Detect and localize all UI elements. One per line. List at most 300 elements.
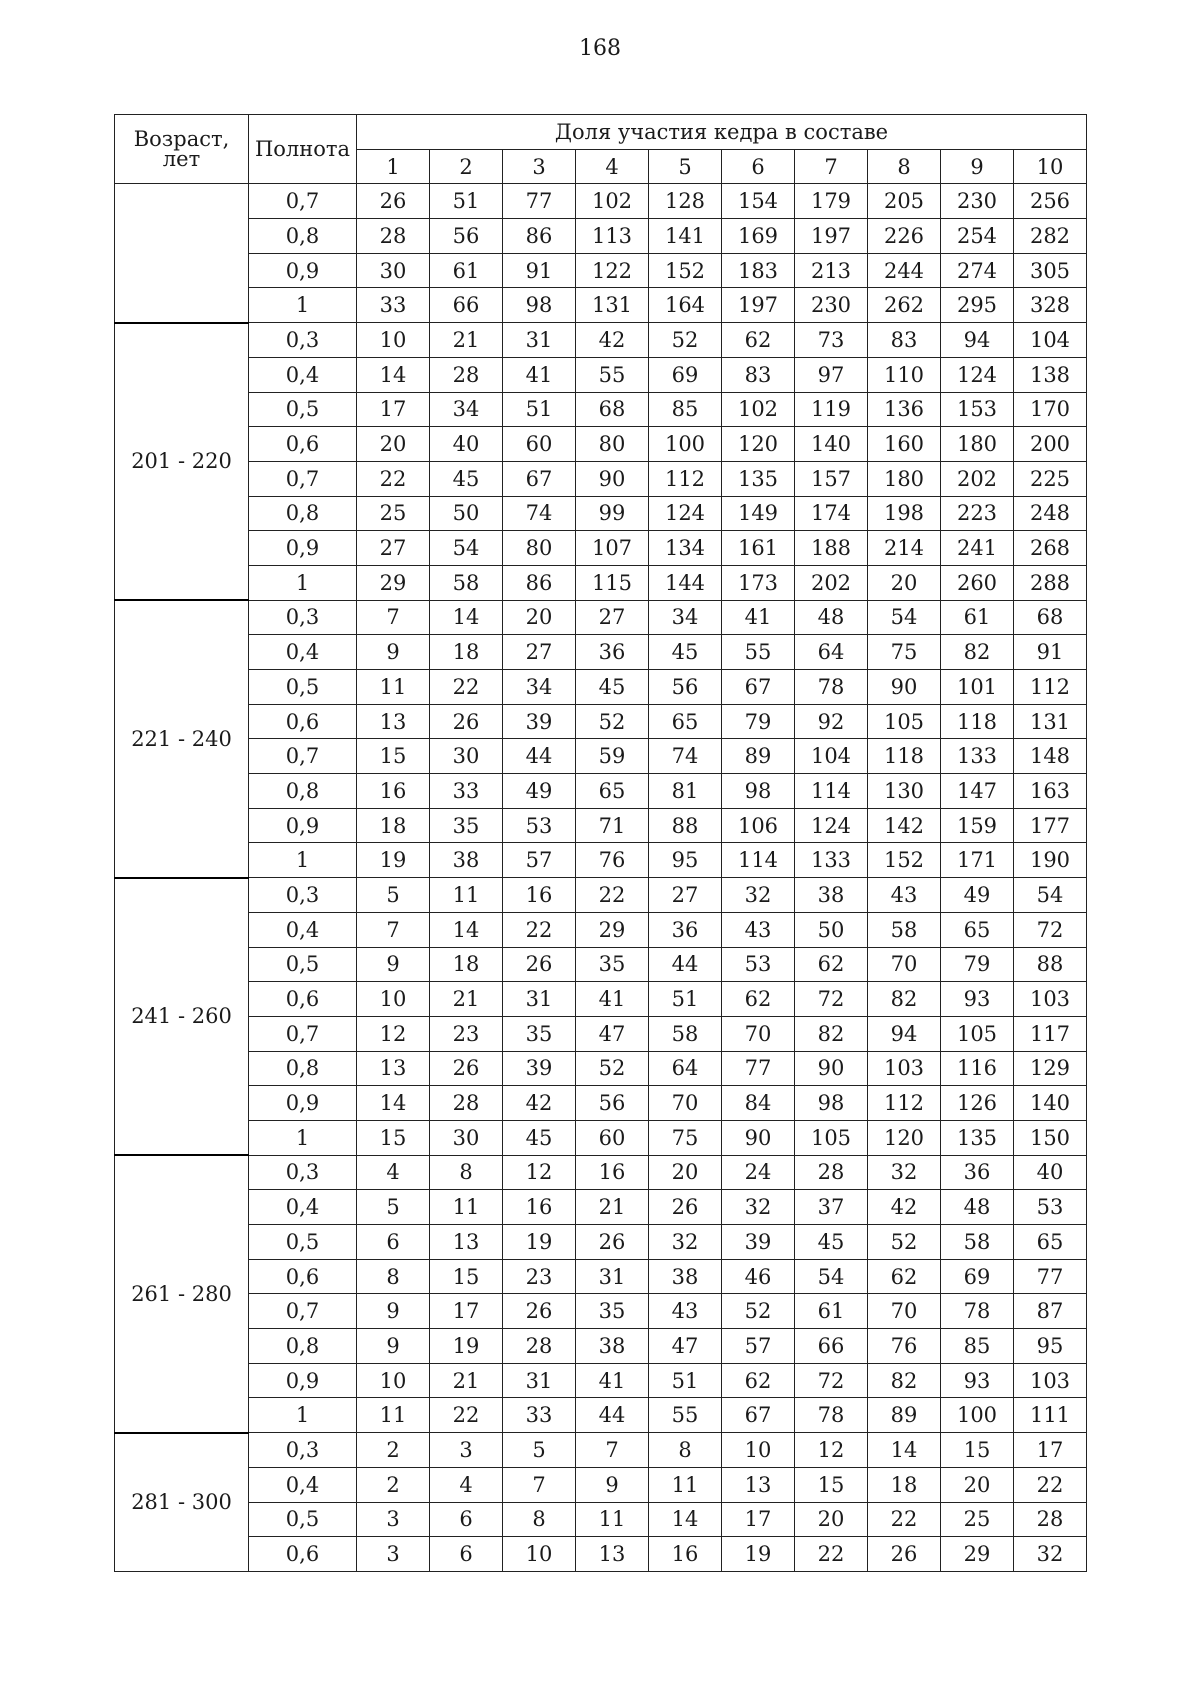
value-cell: 114 xyxy=(795,774,868,809)
value-cell: 164 xyxy=(649,288,722,323)
table-row xyxy=(115,912,1087,947)
value-cell: 78 xyxy=(795,1398,868,1433)
value-cell: 28 xyxy=(795,1155,868,1190)
value-cell: 36 xyxy=(941,1155,1014,1190)
value-cell: 27 xyxy=(503,635,576,670)
value-cell: 148 xyxy=(1014,739,1087,774)
value-cell: 62 xyxy=(722,982,795,1017)
value-cell: 16 xyxy=(649,1537,722,1572)
value-cell: 86 xyxy=(503,219,576,254)
table-row xyxy=(115,843,1087,878)
value-cell: 183 xyxy=(722,253,795,288)
value-cell: 52 xyxy=(868,1225,941,1260)
value-cell: 5 xyxy=(357,1190,430,1225)
value-cell: 30 xyxy=(430,1120,503,1155)
value-cell: 51 xyxy=(649,982,722,1017)
value-cell: 118 xyxy=(941,704,1014,739)
value-cell: 70 xyxy=(868,1294,941,1329)
value-cell: 18 xyxy=(430,635,503,670)
value-cell: 147 xyxy=(941,774,1014,809)
value-cell: 202 xyxy=(941,461,1014,496)
value-cell: 15 xyxy=(795,1467,868,1502)
value-cell: 14 xyxy=(649,1502,722,1537)
value-cell: 77 xyxy=(722,1051,795,1086)
value-cell: 29 xyxy=(357,565,430,600)
value-cell: 14 xyxy=(357,357,430,392)
value-cell: 12 xyxy=(357,1016,430,1051)
value-cell: 54 xyxy=(868,600,941,635)
value-cell: 140 xyxy=(795,427,868,462)
value-cell: 80 xyxy=(576,427,649,462)
value-cell: 120 xyxy=(868,1120,941,1155)
table-row xyxy=(115,982,1087,1017)
value-cell: 174 xyxy=(795,496,868,531)
value-cell: 30 xyxy=(430,739,503,774)
value-cell: 26 xyxy=(503,1294,576,1329)
value-cell: 85 xyxy=(649,392,722,427)
value-cell: 171 xyxy=(941,843,1014,878)
table-row xyxy=(115,323,1087,358)
value-cell: 26 xyxy=(430,1051,503,1086)
density-cell: 0,7 xyxy=(249,1016,357,1051)
value-cell: 56 xyxy=(649,670,722,705)
value-cell: 103 xyxy=(1014,1363,1087,1398)
value-cell: 27 xyxy=(576,600,649,635)
density-cell: 1 xyxy=(249,1398,357,1433)
value-cell: 16 xyxy=(576,1155,649,1190)
value-cell: 20 xyxy=(868,565,941,600)
value-cell: 102 xyxy=(576,184,649,219)
value-cell: 50 xyxy=(795,912,868,947)
value-cell: 88 xyxy=(1014,947,1087,982)
value-cell: 20 xyxy=(357,427,430,462)
value-cell: 102 xyxy=(722,392,795,427)
value-cell: 57 xyxy=(503,843,576,878)
value-cell: 21 xyxy=(430,1363,503,1398)
value-cell: 54 xyxy=(1014,878,1087,913)
value-cell: 45 xyxy=(795,1225,868,1260)
density-cell: 1 xyxy=(249,288,357,323)
value-cell: 128 xyxy=(649,184,722,219)
value-cell: 14 xyxy=(357,1086,430,1121)
value-cell: 84 xyxy=(722,1086,795,1121)
value-cell: 118 xyxy=(868,739,941,774)
value-cell: 38 xyxy=(430,843,503,878)
value-cell: 64 xyxy=(795,635,868,670)
value-cell: 173 xyxy=(722,565,795,600)
value-cell: 4 xyxy=(357,1155,430,1190)
value-cell: 110 xyxy=(868,357,941,392)
value-cell: 42 xyxy=(576,323,649,358)
value-cell: 41 xyxy=(503,357,576,392)
age-group-cell: 221 - 240 xyxy=(115,600,249,878)
table-row xyxy=(115,1016,1087,1051)
value-cell: 35 xyxy=(430,808,503,843)
header-share-column: 7 xyxy=(795,149,868,184)
value-cell: 66 xyxy=(430,288,503,323)
value-cell: 18 xyxy=(868,1467,941,1502)
density-cell: 0,6 xyxy=(249,427,357,462)
table-row xyxy=(115,1537,1087,1572)
density-cell: 0,3 xyxy=(249,878,357,913)
value-cell: 134 xyxy=(649,531,722,566)
value-cell: 11 xyxy=(430,1190,503,1225)
value-cell: 35 xyxy=(576,947,649,982)
value-cell: 8 xyxy=(430,1155,503,1190)
density-cell: 0,7 xyxy=(249,1294,357,1329)
value-cell: 91 xyxy=(503,253,576,288)
value-cell: 16 xyxy=(357,774,430,809)
density-cell: 0,7 xyxy=(249,739,357,774)
value-cell: 17 xyxy=(430,1294,503,1329)
value-cell: 55 xyxy=(649,1398,722,1433)
value-cell: 79 xyxy=(941,947,1014,982)
table-row xyxy=(115,357,1087,392)
value-cell: 78 xyxy=(941,1294,1014,1329)
value-cell: 3 xyxy=(430,1433,503,1468)
value-cell: 69 xyxy=(649,357,722,392)
value-cell: 40 xyxy=(430,427,503,462)
value-cell: 67 xyxy=(722,670,795,705)
value-cell: 131 xyxy=(1014,704,1087,739)
table-row xyxy=(115,496,1087,531)
value-cell: 94 xyxy=(941,323,1014,358)
density-cell: 0,9 xyxy=(249,1363,357,1398)
value-cell: 170 xyxy=(1014,392,1087,427)
value-cell: 22 xyxy=(430,670,503,705)
value-cell: 65 xyxy=(941,912,1014,947)
value-cell: 57 xyxy=(722,1329,795,1364)
value-cell: 177 xyxy=(1014,808,1087,843)
value-cell: 77 xyxy=(1014,1259,1087,1294)
value-cell: 33 xyxy=(503,1398,576,1433)
density-cell: 0,4 xyxy=(249,1190,357,1225)
density-cell: 0,3 xyxy=(249,323,357,358)
value-cell: 5 xyxy=(357,878,430,913)
value-cell: 44 xyxy=(576,1398,649,1433)
value-cell: 53 xyxy=(722,947,795,982)
value-cell: 88 xyxy=(649,808,722,843)
value-cell: 72 xyxy=(795,1363,868,1398)
density-cell: 0,3 xyxy=(249,1155,357,1190)
table-row xyxy=(115,878,1087,913)
value-cell: 15 xyxy=(357,739,430,774)
value-cell: 159 xyxy=(941,808,1014,843)
value-cell: 22 xyxy=(1014,1467,1087,1502)
value-cell: 91 xyxy=(1014,635,1087,670)
value-cell: 124 xyxy=(649,496,722,531)
value-cell: 20 xyxy=(941,1467,1014,1502)
value-cell: 9 xyxy=(357,947,430,982)
value-cell: 13 xyxy=(576,1537,649,1572)
value-cell: 7 xyxy=(503,1467,576,1502)
value-cell: 149 xyxy=(722,496,795,531)
value-cell: 26 xyxy=(649,1190,722,1225)
value-cell: 86 xyxy=(503,565,576,600)
header-share-column: 10 xyxy=(1014,149,1087,184)
value-cell: 254 xyxy=(941,219,1014,254)
value-cell: 70 xyxy=(868,947,941,982)
value-cell: 45 xyxy=(576,670,649,705)
value-cell: 33 xyxy=(430,774,503,809)
value-cell: 22 xyxy=(795,1537,868,1572)
table-row xyxy=(115,1329,1087,1364)
table-row xyxy=(115,1086,1087,1121)
value-cell: 75 xyxy=(868,635,941,670)
value-cell: 15 xyxy=(430,1259,503,1294)
value-cell: 56 xyxy=(576,1086,649,1121)
density-cell: 0,8 xyxy=(249,774,357,809)
value-cell: 28 xyxy=(1014,1502,1087,1537)
value-cell: 30 xyxy=(357,253,430,288)
value-cell: 112 xyxy=(1014,670,1087,705)
value-cell: 6 xyxy=(430,1502,503,1537)
header-share-column: 1 xyxy=(357,149,430,184)
value-cell: 39 xyxy=(722,1225,795,1260)
value-cell: 126 xyxy=(941,1086,1014,1121)
value-cell: 87 xyxy=(1014,1294,1087,1329)
value-cell: 295 xyxy=(941,288,1014,323)
value-cell: 22 xyxy=(576,878,649,913)
value-cell: 69 xyxy=(941,1259,1014,1294)
value-cell: 202 xyxy=(795,565,868,600)
value-cell: 225 xyxy=(1014,461,1087,496)
value-cell: 18 xyxy=(357,808,430,843)
value-cell: 58 xyxy=(649,1016,722,1051)
header-share-column: 9 xyxy=(941,149,1014,184)
table-row xyxy=(115,1120,1087,1155)
value-cell: 4 xyxy=(430,1467,503,1502)
value-cell: 19 xyxy=(430,1329,503,1364)
value-cell: 22 xyxy=(430,1398,503,1433)
value-cell: 107 xyxy=(576,531,649,566)
value-cell: 74 xyxy=(503,496,576,531)
value-cell: 131 xyxy=(576,288,649,323)
value-cell: 66 xyxy=(795,1329,868,1364)
value-cell: 103 xyxy=(1014,982,1087,1017)
table-row xyxy=(115,1190,1087,1225)
value-cell: 114 xyxy=(722,843,795,878)
value-cell: 105 xyxy=(868,704,941,739)
value-cell: 180 xyxy=(941,427,1014,462)
value-cell: 51 xyxy=(430,184,503,219)
value-cell: 98 xyxy=(722,774,795,809)
value-cell: 14 xyxy=(430,912,503,947)
value-cell: 29 xyxy=(941,1537,1014,1572)
value-cell: 50 xyxy=(430,496,503,531)
value-cell: 5 xyxy=(503,1433,576,1468)
value-cell: 45 xyxy=(649,635,722,670)
value-cell: 61 xyxy=(430,253,503,288)
value-cell: 188 xyxy=(795,531,868,566)
value-cell: 90 xyxy=(576,461,649,496)
value-cell: 28 xyxy=(357,219,430,254)
value-cell: 45 xyxy=(503,1120,576,1155)
value-cell: 9 xyxy=(576,1467,649,1502)
value-cell: 67 xyxy=(722,1398,795,1433)
header-share-column: 2 xyxy=(430,149,503,184)
value-cell: 13 xyxy=(357,704,430,739)
value-cell: 39 xyxy=(503,1051,576,1086)
table-row xyxy=(115,808,1087,843)
value-cell: 169 xyxy=(722,219,795,254)
density-cell: 0,3 xyxy=(249,600,357,635)
value-cell: 34 xyxy=(430,392,503,427)
value-cell: 2 xyxy=(357,1467,430,1502)
value-cell: 153 xyxy=(941,392,1014,427)
density-cell: 0,9 xyxy=(249,253,357,288)
value-cell: 26 xyxy=(868,1537,941,1572)
value-cell: 98 xyxy=(503,288,576,323)
value-cell: 33 xyxy=(357,288,430,323)
value-cell: 68 xyxy=(576,392,649,427)
value-cell: 26 xyxy=(503,947,576,982)
value-cell: 103 xyxy=(868,1051,941,1086)
value-cell: 119 xyxy=(795,392,868,427)
value-cell: 200 xyxy=(1014,427,1087,462)
value-cell: 197 xyxy=(722,288,795,323)
value-cell: 288 xyxy=(1014,565,1087,600)
value-cell: 9 xyxy=(357,1329,430,1364)
value-cell: 28 xyxy=(503,1329,576,1364)
value-cell: 7 xyxy=(357,600,430,635)
value-cell: 11 xyxy=(357,670,430,705)
value-cell: 62 xyxy=(868,1259,941,1294)
value-cell: 90 xyxy=(868,670,941,705)
value-cell: 10 xyxy=(503,1537,576,1572)
value-cell: 34 xyxy=(503,670,576,705)
value-cell: 21 xyxy=(576,1190,649,1225)
value-cell: 10 xyxy=(722,1433,795,1468)
value-cell: 140 xyxy=(1014,1086,1087,1121)
density-cell: 0,6 xyxy=(249,1259,357,1294)
value-cell: 205 xyxy=(868,184,941,219)
value-cell: 112 xyxy=(649,461,722,496)
value-cell: 328 xyxy=(1014,288,1087,323)
value-cell: 20 xyxy=(795,1502,868,1537)
value-cell: 161 xyxy=(722,531,795,566)
value-cell: 35 xyxy=(503,1016,576,1051)
value-cell: 36 xyxy=(576,635,649,670)
density-cell: 1 xyxy=(249,565,357,600)
value-cell: 10 xyxy=(357,982,430,1017)
density-cell: 0,5 xyxy=(249,1225,357,1260)
value-cell: 40 xyxy=(1014,1155,1087,1190)
value-cell: 31 xyxy=(503,1363,576,1398)
value-cell: 29 xyxy=(576,912,649,947)
value-cell: 62 xyxy=(795,947,868,982)
table-row xyxy=(115,1398,1087,1433)
value-cell: 19 xyxy=(503,1225,576,1260)
value-cell: 14 xyxy=(430,600,503,635)
value-cell: 138 xyxy=(1014,357,1087,392)
table-row xyxy=(115,427,1087,462)
age-group-cell: 281 - 300 xyxy=(115,1433,249,1572)
density-cell: 0,4 xyxy=(249,912,357,947)
value-cell: 11 xyxy=(649,1467,722,1502)
value-cell: 99 xyxy=(576,496,649,531)
value-cell: 72 xyxy=(795,982,868,1017)
value-cell: 23 xyxy=(503,1259,576,1294)
table-row xyxy=(115,1294,1087,1329)
value-cell: 51 xyxy=(649,1363,722,1398)
value-cell: 26 xyxy=(576,1225,649,1260)
value-cell: 157 xyxy=(795,461,868,496)
value-cell: 13 xyxy=(430,1225,503,1260)
density-cell: 0,9 xyxy=(249,531,357,566)
value-cell: 18 xyxy=(430,947,503,982)
value-cell: 61 xyxy=(941,600,1014,635)
value-cell: 268 xyxy=(1014,531,1087,566)
value-cell: 38 xyxy=(795,878,868,913)
value-cell: 17 xyxy=(722,1502,795,1537)
value-cell: 180 xyxy=(868,461,941,496)
value-cell: 47 xyxy=(649,1329,722,1364)
density-cell: 0,9 xyxy=(249,1086,357,1121)
value-cell: 97 xyxy=(795,357,868,392)
value-cell: 22 xyxy=(868,1502,941,1537)
value-cell: 62 xyxy=(722,1363,795,1398)
density-cell: 0,8 xyxy=(249,496,357,531)
value-cell: 83 xyxy=(868,323,941,358)
value-cell: 20 xyxy=(503,600,576,635)
value-cell: 52 xyxy=(576,1051,649,1086)
table-row xyxy=(115,1502,1087,1537)
value-cell: 15 xyxy=(941,1433,1014,1468)
header-row-top xyxy=(115,115,1087,150)
value-cell: 21 xyxy=(430,982,503,1017)
value-cell: 34 xyxy=(649,600,722,635)
age-group-cell xyxy=(115,184,249,323)
value-cell: 244 xyxy=(868,253,941,288)
value-cell: 55 xyxy=(576,357,649,392)
value-cell: 8 xyxy=(503,1502,576,1537)
value-cell: 53 xyxy=(503,808,576,843)
value-cell: 248 xyxy=(1014,496,1087,531)
table-row xyxy=(115,1225,1087,1260)
density-cell: 0,5 xyxy=(249,947,357,982)
value-cell: 136 xyxy=(868,392,941,427)
value-cell: 68 xyxy=(1014,600,1087,635)
value-cell: 98 xyxy=(795,1086,868,1121)
header-share-column: 3 xyxy=(503,149,576,184)
value-cell: 113 xyxy=(576,219,649,254)
value-cell: 22 xyxy=(357,461,430,496)
table-row xyxy=(115,774,1087,809)
value-cell: 48 xyxy=(795,600,868,635)
header-share-column: 6 xyxy=(722,149,795,184)
age-group-cell: 201 - 220 xyxy=(115,323,249,601)
value-cell: 93 xyxy=(941,982,1014,1017)
table-row xyxy=(115,704,1087,739)
value-cell: 90 xyxy=(795,1051,868,1086)
value-cell: 60 xyxy=(503,427,576,462)
value-cell: 73 xyxy=(795,323,868,358)
value-cell: 94 xyxy=(868,1016,941,1051)
table-body xyxy=(115,184,1087,1572)
value-cell: 82 xyxy=(795,1016,868,1051)
value-cell: 64 xyxy=(649,1051,722,1086)
table-row xyxy=(115,1259,1087,1294)
table-row xyxy=(115,1467,1087,1502)
value-cell: 142 xyxy=(868,808,941,843)
value-cell: 31 xyxy=(503,982,576,1017)
header-share-column: 8 xyxy=(868,149,941,184)
value-cell: 21 xyxy=(430,323,503,358)
value-cell: 67 xyxy=(503,461,576,496)
value-cell: 133 xyxy=(941,739,1014,774)
value-cell: 32 xyxy=(722,878,795,913)
